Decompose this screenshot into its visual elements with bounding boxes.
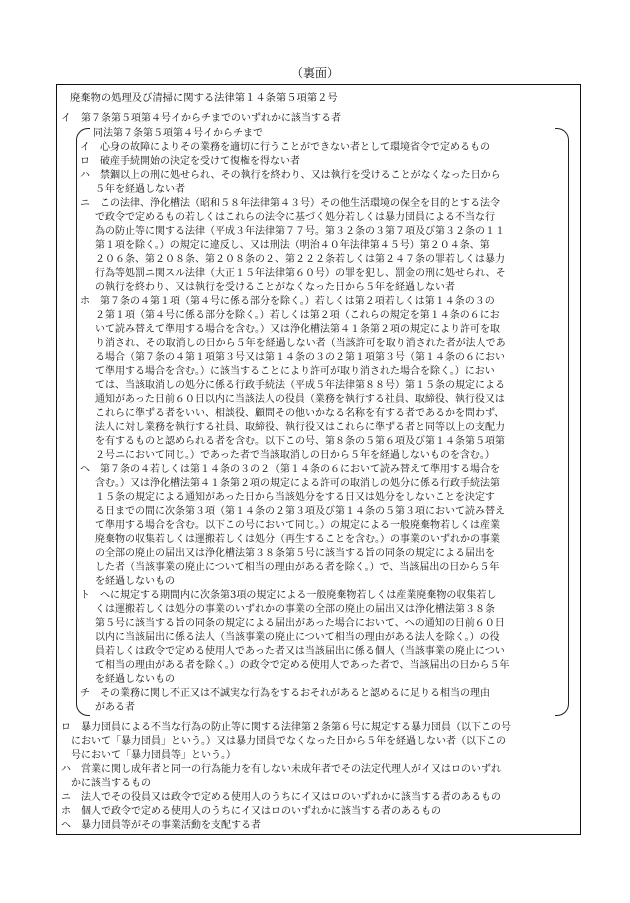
text-line: かに該当するもの [71, 778, 151, 789]
text-line: る場合（第７条の４第１項第３号又は第１４条の３の２第１項第３号（第１４条の６におい [95, 352, 505, 363]
text-line: 法人に対し業務を執行する社員、取締役、執行役又はこれらに準ずる者と同等以上の支配力 [95, 422, 505, 433]
text-line: 含む。）又は浄化槽法第４１条第２項の規定による許可の取消しの処分に係る行政手続法第 [95, 478, 500, 489]
text-line: て相当の理由がある者を除く。）の政令で定める使用人であった者で、当該届出の日から５年 [95, 660, 510, 671]
left-bracket [76, 128, 90, 716]
text-line: ホ 第７条の４第１項（第４号に係る部分を除く。）若しくは第２項若しくは第１４条の３の [80, 296, 495, 307]
text-line: これらに準ずる者をいい、相談役、顧問その他いかなる名称を有する者であるかを問わず、 [95, 408, 505, 419]
text-line: て準用する場合を含む。以下この号において同じ。）の規定による一般廃棄物若しくは産業 [95, 520, 500, 531]
text-line: ２第１項（第４号に係る部分を除く。）若しくは第２項（これらの規定を第１４条の６にお [95, 310, 500, 321]
text-line: ロ 破産手続開始の決定を受けて復権を得ない者 [80, 156, 300, 167]
text-line: ロ 暴力団員による不当な行為の防止等に関する法律第２条第６号に規定する暴力団員（以下この号 [61, 722, 511, 733]
text-line: で政令で定めるもの若しくはこれらの法令に基づく処分若しくは暴力団員による不当な行 [95, 212, 495, 223]
text-line: 号において「暴力団員等」という。） [71, 750, 236, 761]
text-line: ニ 法人でその役員又は政令で定める使用人のうちにイ又はロのいずれかに該当する者のあるもの [61, 792, 501, 803]
text-line: 行為等処罰ニ関スル法律（大正１５年法律第６０号）の罪を犯し、罰金の刑に処せられ、そ [95, 268, 506, 279]
text-line: り消され、その取消しの日から５年を経過しない者（当該許可を取り消された者が法人であ [95, 338, 506, 349]
text-line: ホ 個人で政令で定める使用人のうちにイ又はロのいずれかに該当する者のあるもの [61, 806, 441, 817]
text-line: チ その業務に関し不正又は不誠実な行為をするおそれがあると認めるに足りる相当の理由 [80, 688, 490, 699]
text-line: ハ 営業に関し成年者と同一の行為能力を有しない未成年者でその法定代理人がイ又はロのいずれ [61, 764, 501, 775]
text-line: の全部の廃止の届出又は浄化槽法第３８条第５号に該当する旨の同条の規定による届出を [95, 548, 495, 559]
text-line: 通知があった日前６０日以内に当該法人の役員（業務を執行する社員、取締役、執行役又は [95, 394, 505, 405]
text-line: を有するものと認められる者を含む。以下この号、第８条の５第６項及び第１４条第５項第 [95, 436, 505, 447]
text-line: ２０６条、第２０８条、第２０８条の２、第２２２条若しくは第２４７条の罪若しくは暴力 [95, 254, 505, 265]
text-line: イ 心身の故障によりその業務を適切に行うことができない者として環境省令で定めるもの [80, 142, 490, 153]
text-line: 同法第７条第５項第４号イからチまで [93, 128, 263, 139]
text-line: がある者 [95, 702, 135, 713]
text-line: 第１項を除く。）の規定に違反し、又は刑法（明治４０年法律第４５号）第２０４条、第 [95, 240, 490, 251]
text-line: ハ 禁錮以上の刑に処せられ、その執行を終わり、又は執行を受けることがなくなった日から [80, 170, 501, 181]
text-line: ヘ 暴力団員等がその事業活動を支配する者 [61, 820, 261, 831]
section-heading: 廃棄物の処理及び清掃に関する法律第１４条第５項第２号 [70, 92, 338, 104]
right-bracket [555, 128, 569, 716]
text-line: 員若しくは政令で定める使用人であった者又は当該届出に係る個人（当該事業の廃止につい [95, 646, 505, 657]
text-line: 為の防止等に関する法律（平成３年法律第７７号。第３２条の３第７項及び第３２条の１１ [95, 226, 505, 237]
text-line: ては、当該取消しの処分に係る行政手続法（平成５年法律第８８号）第１５条の規定による [95, 380, 505, 391]
text-line: した者（当該事業の廃止について相当の理由がある者を除く。）で、当該届出の日から５年 [95, 562, 500, 573]
text-line: 第５号に該当する旨の同条の規定による届出があった場合において、への通知の日前６０日 [95, 618, 505, 629]
text-line: を経過しないもの [95, 576, 175, 587]
text-line: ヘ 第７条の４若しくは第１４条の３の２（第１４条の６において読み替えて準用する場合を [80, 464, 500, 475]
text-line: る日までの間に次条第３項（第１４条の２第３項及び第１４条の５第３項において読み替え [95, 506, 505, 517]
text-line: において「暴力団員」という。）又は暴力団員でなくなった日から５年を経過しない者（以下この [71, 736, 506, 747]
text-line: ５年を経過しない者 [95, 184, 185, 195]
text-line: くは運搬若しくは処分の事業のいずれかの事業の全部の廃止の届出又は浄化槽法第３８条 [95, 604, 495, 615]
text-line: を経過しないもの [95, 674, 175, 685]
text-line: １５条の規定による通知があった日から当該処分をする日又は処分をしないことを決定す [95, 492, 495, 503]
text-line: 以内に当該届出に係る法人（当該事業の廃止について相当の理由がある法人を除く。）の役 [95, 632, 500, 643]
text-line: 廃棄物の収集若しくは運搬若しくは処分（再生することを含む。）の事業のいずれかの事業 [95, 534, 500, 545]
text-line: いて読み替えて準用する場合を含む。）又は浄化槽法第４１条第２項の規定により許可を取 [95, 324, 500, 335]
text-line: ２号ニにおいて同じ。）であった者で当該取消しの日から５年を経過しないものを含む。） [95, 450, 495, 461]
text-line: ニ この法律、浄化槽法（昭和５８年法律第４３号）その他生活環境の保全を目的とする法令 [80, 198, 500, 209]
text-line: ト へに規定する期間内に次条第3項の規定による一般廃棄物若しくは産業廃棄物の収集若し [80, 590, 497, 601]
text-line: て準用する場合を含む。）に該当することにより許可が取り消された場合を除く。）におい [95, 366, 495, 377]
text-line: イ 第７条第５項第４号イからチまでのいずれかに該当する者 [61, 113, 341, 124]
page-title: （裏面） [290, 66, 339, 80]
text-line: の執行を終わり、又は執行を受けることがなくなった日から５年を経過しない者 [95, 282, 455, 293]
